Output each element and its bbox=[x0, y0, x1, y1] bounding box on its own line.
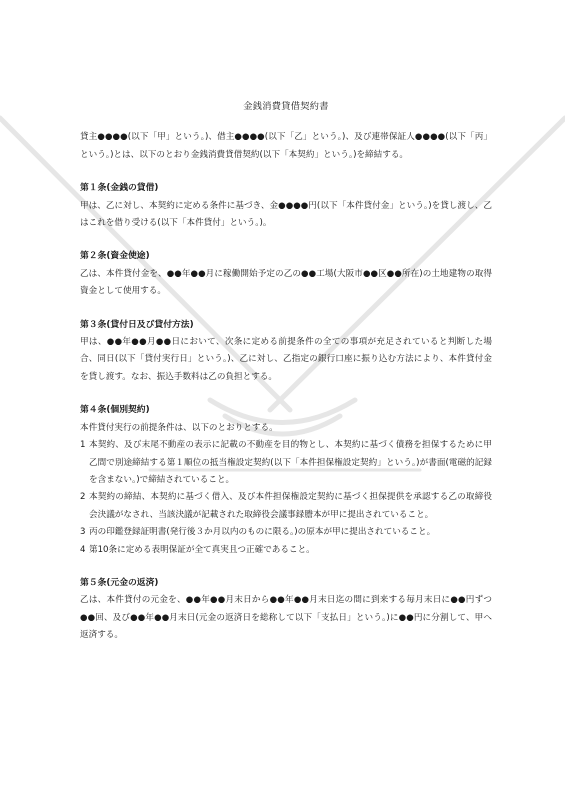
list-item bbox=[80, 437, 492, 489]
list-item bbox=[80, 524, 492, 541]
article-heading: 第３条(貸付日及び貸付方法) bbox=[80, 319, 194, 330]
article-heading: 第２条(資金使途) bbox=[80, 251, 150, 262]
document-title: 金銭消費貸借契約書 bbox=[243, 101, 329, 112]
item-text: 第10条に定める表明保証が全て真実且つ正確であること。 bbox=[89, 544, 315, 555]
item-number: 4 bbox=[80, 544, 86, 555]
item-text: 丙の印鑑登録証明書(発行後３か月以内のものに限る。)の原本が甲に提出されていること。 bbox=[89, 527, 436, 538]
article-heading: 第５条(元金の返済) bbox=[80, 577, 159, 588]
list-item bbox=[80, 542, 492, 559]
item-text: 本契約、及び末尾不動産の表示に記載の不動産を目的物とし、本契約に基づく債務を担保するために甲乙間で別途締結する第１順位の抵当権設定契約(以下「本件担保権設定契約」という。)が書面(電磁的記録を含まない。)で締結されていること。 bbox=[89, 440, 492, 485]
article-body: 甲は、●●年●●月●●日において、次条に定める前提条件の全ての事項が充足されていると判断した場合、同日(以下「貸付実行日」という。)、乙に対し、乙指定の銀行口座に振り込む方法により、本件貸付金を貸し渡す。なお、振込手数料は乙の負担とする。 bbox=[80, 337, 492, 382]
article-body: 乙は、本件貸付の元金を、●●年●●月末日から●●年●●月末日迄の間に到来する毎月末日に●●円ずつ●●回、及び●●年●●月末日(元金の返済日を総称して以下「支払日」という。)に●●円に分割して、甲へ返済する。 bbox=[80, 595, 492, 641]
article-body: 甲は、乙に対し、本契約に定める条件に基づき、金●●●●円(以下「本件貸付金」という。)を貸し渡し、乙はこれを借り受ける(以下「本件貸付」という。)。 bbox=[80, 200, 492, 229]
item-number: 2 bbox=[80, 492, 86, 503]
article-1 bbox=[80, 180, 492, 232]
article-heading: 第４条(個別契約) bbox=[80, 405, 150, 416]
item-number: 3 bbox=[80, 527, 86, 538]
article-3 bbox=[80, 317, 492, 387]
intro-paragraph: 貸主●●●●(以下「甲」という。)、借主●●●●(以下「乙」という。)、及び連帯保証人●●●●(以下「丙」という。)とは、以下のとおり金銭消費貸借契約(以下「本契約」という。)を締結する。 bbox=[80, 132, 492, 160]
list-item bbox=[80, 489, 492, 524]
article-body: 本件貸付実行の前提条件は、以下のとおりとする。 bbox=[80, 422, 278, 433]
item-text: 本契約の締結、本契約に基づく借入、及び本件担保権設定契約に基づく担保提供を承認する乙の取締役会決議がなされ、当該決議が記載された取締役会議事録謄本が甲に提出されていること。 bbox=[89, 492, 492, 520]
item-number: 1 bbox=[80, 440, 86, 451]
article-2 bbox=[80, 248, 492, 300]
document-body bbox=[80, 98, 492, 661]
article-5 bbox=[80, 575, 492, 645]
article-heading: 第１条(金銭の貸借) bbox=[80, 183, 159, 194]
article-4 bbox=[80, 402, 492, 559]
article-body: 乙は、本件貸付金を、●●年●●月に稼働開始予定の乙の●●工場(大阪市●●区●●所在)の土地建物の取得資金として使用する。 bbox=[80, 268, 492, 297]
